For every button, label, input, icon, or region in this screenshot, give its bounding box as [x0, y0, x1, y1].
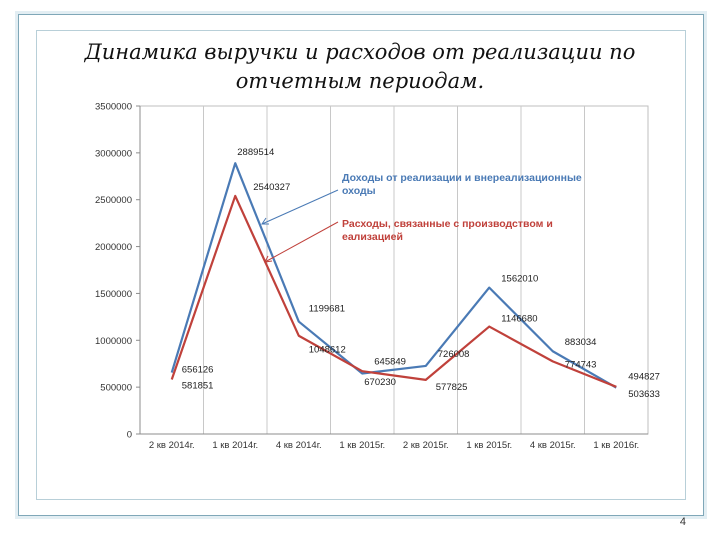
data-label-expenses: 581851: [181, 380, 214, 392]
y-tick-label: 2000000: [95, 242, 132, 254]
y-tick-label: 500000: [100, 382, 132, 394]
y-tick-label: 3500000: [95, 101, 132, 113]
x-tick-label: 4 кв 2015г.: [529, 440, 576, 451]
page-number: 4: [679, 516, 686, 528]
slide-title: Динамика выручки и расходов от реализации по отчетным периодам.: [84, 40, 636, 93]
y-tick-label: 0: [126, 429, 132, 441]
data-label-expenses: 577825: [435, 381, 468, 393]
x-tick-label: 1 кв 2015г.: [339, 440, 386, 451]
y-tick-label: 2500000: [95, 195, 132, 207]
data-label-revenue: 656126: [181, 364, 214, 376]
data-label-revenue: 1199681: [308, 303, 346, 315]
data-label-expenses: 2540327: [253, 181, 291, 193]
data-label-expenses: 1146680: [501, 313, 538, 325]
legend-expenses-line2: еализацией: [342, 231, 403, 243]
legend-revenue-line2: оходы: [342, 185, 376, 197]
data-label-expenses: 670230: [364, 377, 396, 389]
data-label-revenue: 1562010: [501, 273, 539, 285]
data-label-revenue: 494827: [628, 371, 660, 383]
legend-revenue-line1: Доходы от реализации и внереализационные: [342, 172, 582, 184]
x-tick-label: 1 кв 2015г.: [466, 440, 513, 451]
legend-leader-expenses: [265, 222, 338, 262]
legend-leader-revenue: [262, 190, 338, 224]
y-tick-label: 1000000: [95, 335, 132, 347]
x-tick-label: 1 кв 2016г.: [593, 440, 640, 451]
y-tick-label: 3000000: [95, 148, 132, 160]
legend-expenses-line1: Расходы, связанные с производством и: [342, 218, 553, 230]
data-label-revenue: 645849: [374, 356, 406, 368]
data-label-revenue: 726008: [437, 348, 470, 360]
data-label-expenses: 774743: [564, 359, 597, 371]
y-tick-label: 1500000: [95, 288, 132, 300]
data-label-expenses: 503633: [628, 388, 660, 400]
x-tick-label: 2 кв 2014г.: [148, 440, 195, 451]
data-label-expenses: 1048612: [308, 344, 346, 356]
x-tick-label: 1 кв 2014г.: [212, 440, 259, 451]
data-label-revenue: 2889514: [237, 147, 275, 159]
x-tick-label: 4 кв 2014г.: [275, 440, 322, 451]
x-tick-label: 2 кв 2015г.: [402, 440, 449, 451]
data-label-revenue: 883034: [564, 337, 597, 349]
